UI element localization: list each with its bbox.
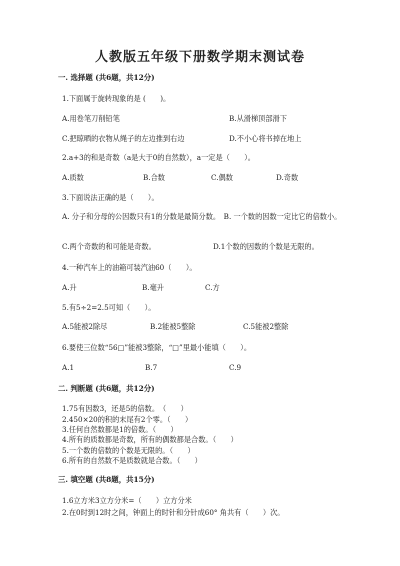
section-choice-heading: 一. 选择题 (共6题，共12分)	[58, 73, 155, 82]
question-2: 2.a+3的和是奇数（a是大于0的自然数），a一定是（ ）。	[62, 153, 255, 162]
question-6-option-c: C.9	[229, 363, 242, 372]
question-5-option-a: A.5能被2除尽	[62, 322, 108, 331]
question-5-option-b: B.2能被5整除	[150, 322, 196, 331]
judge-item: 2.450×20的积的末尾有2个零。（ ）	[62, 415, 193, 424]
judge-item: 6.所有的自然数不是质数就是合数。（ ）	[62, 456, 202, 465]
question-3: 3.下面说法正确的是（ ）。	[62, 193, 159, 202]
question-1-option-d: D.不小心将书掉在地上	[229, 134, 302, 143]
question-4-option-b: B.毫升	[142, 283, 164, 292]
question-1-option-b: B.从滑梯顶部滑下	[229, 114, 287, 123]
question-2-option-a: A.质数	[62, 173, 84, 182]
page-title: 人教版五年级下册数学期末测试卷	[94, 50, 305, 65]
question-2-option-d: D.奇数	[276, 173, 299, 182]
section-fill-heading: 三. 填空题 (共8题，共15分)	[58, 475, 155, 484]
question-6-option-b: B.7	[145, 363, 158, 372]
question-5-option-c: C.5能被2整除	[243, 322, 289, 331]
judge-item: 3.任何自然数都是1的倍数。（ ）	[62, 425, 178, 434]
section-judge-heading: 二. 判断题 (共6题，共12分)	[58, 384, 155, 393]
question-4-option-c: C.方	[205, 283, 220, 292]
question-3-option-c: C.两个奇数的和可能是奇数。	[62, 242, 156, 251]
question-3-options-ab: A. 分子和分母的公因数只有1的分数是最简分数。 B. 一个数的因数一定比它的倍数小。	[62, 212, 342, 221]
judge-item: 5.一个数的倍数的个数是无限的。（ ）	[62, 446, 195, 455]
judge-item: 4.所有的质数都是奇数，所有的偶数都是合数。（ ）	[62, 435, 238, 444]
fill-item: 1.6立方米3立方分米=（ ）立方分米	[62, 496, 192, 505]
question-4: 4.一种汽车上的油箱可装汽油60（ ）。	[62, 263, 197, 272]
judge-item: 1.75有因数3，还是5的倍数。 （ ）	[62, 404, 188, 413]
question-4-option-a: A.升	[62, 283, 77, 292]
question-6-option-a: A.1	[62, 363, 75, 372]
question-2-option-b: B.合数	[143, 173, 165, 182]
question-1: 1.下面属于旋转现象的是 ( )。	[62, 94, 171, 103]
question-3-option-d: D.1个数的因数的个数是无限的。	[213, 242, 319, 251]
question-5: 5.有5÷2=2.5可知（ ）。	[62, 303, 156, 312]
question-1-option-c: C.把晾晒的衣物从绳子的左边推到右边	[62, 134, 185, 143]
fill-item: 2.在0时到12时之间，钟面上的时针和分针成60° 角共有（ ）次。	[62, 508, 285, 517]
question-1-option-a: A.用卷笔刀削铅笔	[62, 114, 120, 123]
question-6: 6.要使三位数“56□”能被3整除，“□”里最小能填（ ）。	[62, 343, 252, 352]
question-2-option-c: C.偶数	[211, 173, 233, 182]
